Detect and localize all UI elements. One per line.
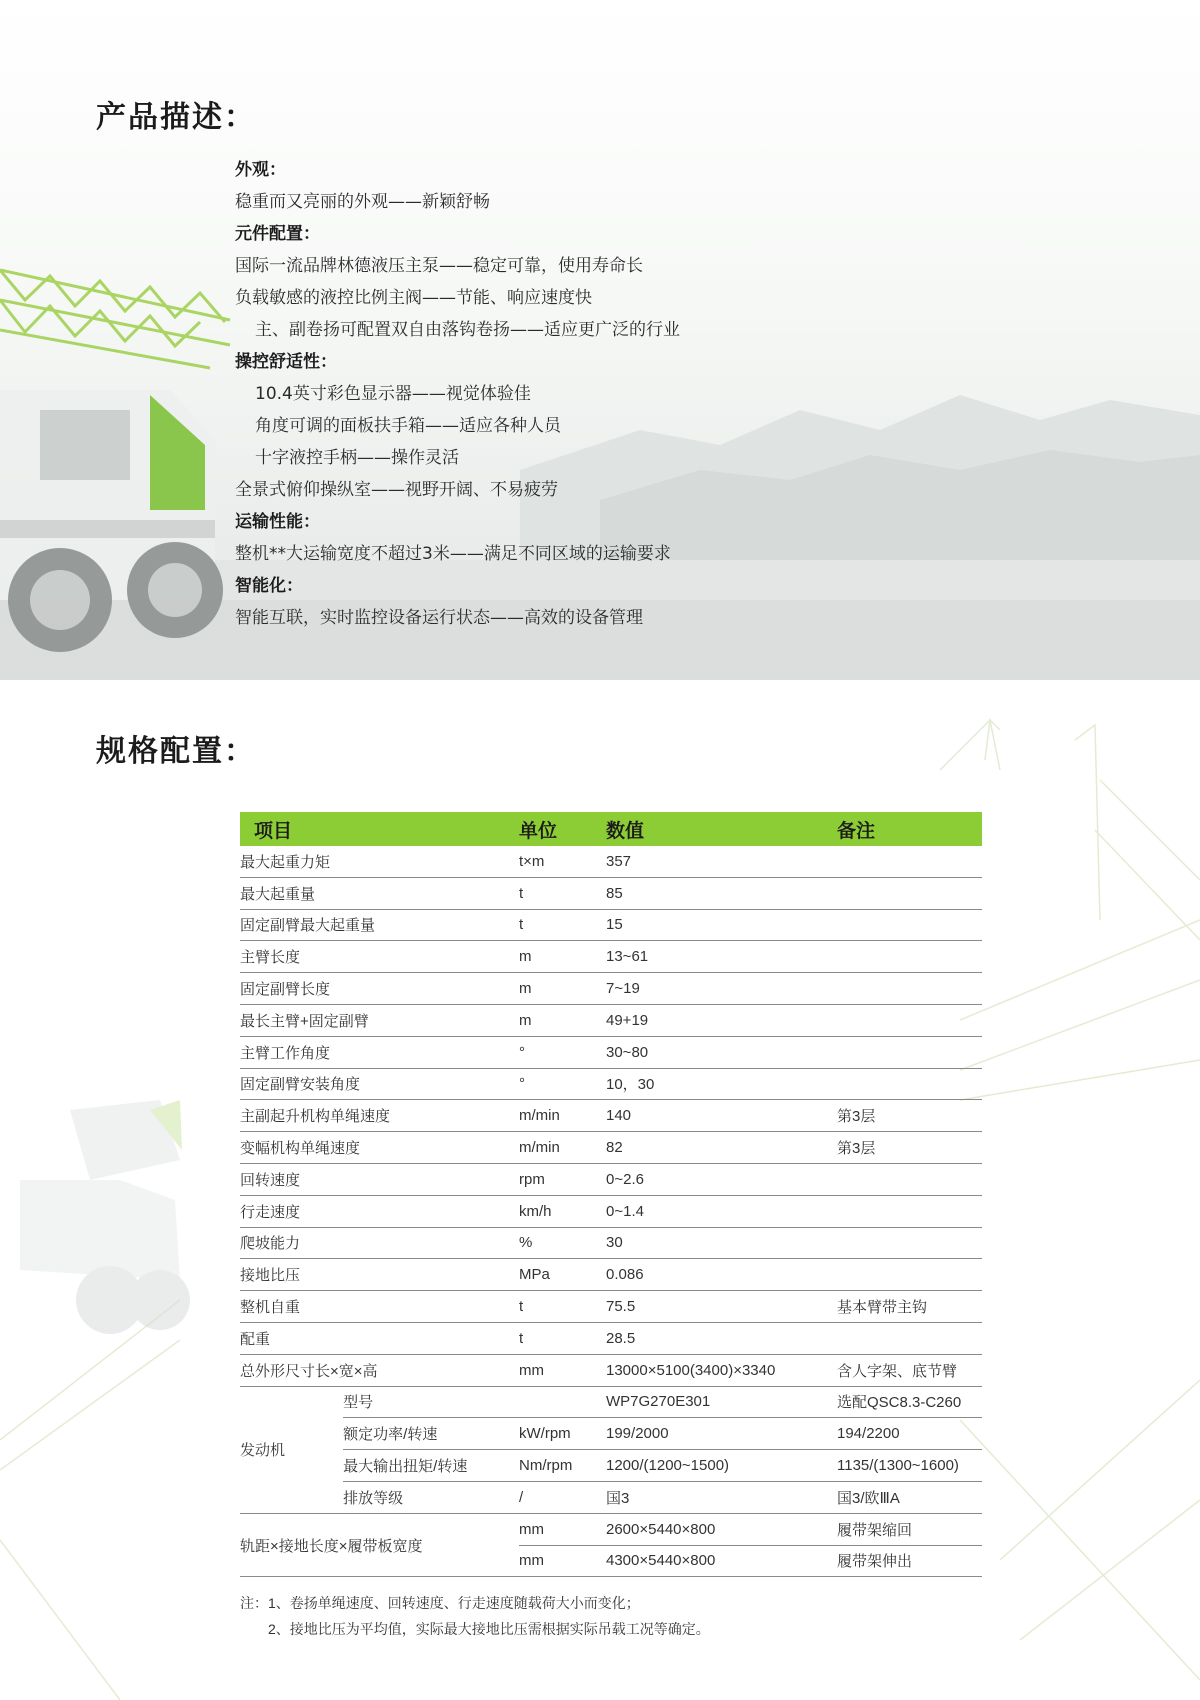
- row-item: 固定副臂最大起重量: [240, 910, 519, 942]
- table-row: [240, 1259, 982, 1291]
- engine-row: [240, 1450, 982, 1482]
- desc-heading-transport: 运输性能：: [235, 512, 320, 532]
- row-note: [837, 1323, 982, 1355]
- row-unit: m: [519, 941, 606, 973]
- row-item: 主臂工作角度: [240, 1037, 519, 1069]
- row-value: 49+19: [606, 1005, 837, 1037]
- desc-heading-appearance: 外观：: [235, 160, 286, 180]
- desc-line: 主、副卷扬可配置双自由落钩卷扬——适应更广泛的行业: [255, 320, 680, 340]
- table-row: [240, 1228, 982, 1260]
- table-row: [240, 910, 982, 942]
- table-header-row: [240, 812, 982, 846]
- row-unit: t×m: [519, 846, 606, 878]
- track-value: 2600×5440×800: [606, 1514, 837, 1546]
- table-row: [240, 1164, 982, 1196]
- row-unit: t: [519, 1323, 606, 1355]
- header-value: 数值: [606, 812, 837, 846]
- table-row: [240, 1132, 982, 1164]
- row-item: 接地比压: [240, 1259, 519, 1291]
- row-item: 变幅机构单绳速度: [240, 1132, 519, 1164]
- row-item: 主副起升机构单绳速度: [240, 1100, 519, 1132]
- row-value: 10，30: [606, 1069, 837, 1101]
- footnote-2: 2、接地比压为平均值，实际最大接地比压需根据实际吊载工况等确定。: [268, 1621, 710, 1637]
- table-row: [240, 1069, 982, 1101]
- row-value: 28.5: [606, 1323, 837, 1355]
- table-row: [240, 973, 982, 1005]
- product-description-title: 产品描述：: [96, 100, 256, 135]
- track-unit: mm: [519, 1546, 606, 1578]
- desc-heading-intelligence: 智能化：: [235, 576, 303, 596]
- row-value: 0~2.6: [606, 1164, 837, 1196]
- row-unit: mm: [519, 1355, 606, 1387]
- track-unit: mm: [519, 1514, 606, 1546]
- engine-sub-item: 最大输出扭矩/转速: [343, 1450, 519, 1482]
- engine-note: 国3/欧ⅢA: [837, 1482, 982, 1514]
- row-note: [837, 1228, 982, 1260]
- table-row: [240, 1005, 982, 1037]
- desc-line: 10.4英寸彩色显示器——视觉体验佳: [255, 384, 531, 404]
- row-item: 主臂长度: [240, 941, 519, 973]
- engine-unit: Nm/rpm: [519, 1450, 606, 1482]
- engine-row: [240, 1387, 982, 1419]
- engine-value: WP7G270E301: [606, 1387, 837, 1419]
- row-value: 7~19: [606, 973, 837, 1005]
- row-value: 30: [606, 1228, 837, 1260]
- row-value: 75.5: [606, 1291, 837, 1323]
- row-value: 357: [606, 846, 837, 878]
- row-item: 最长主臂+固定副臂: [240, 1005, 519, 1037]
- engine-unit: kW/rpm: [519, 1418, 606, 1450]
- engine-row: [240, 1482, 982, 1514]
- table-row: [240, 1196, 982, 1228]
- row-unit: °: [519, 1037, 606, 1069]
- engine-sub-item: 排放等级: [343, 1482, 519, 1514]
- row-note: 基本臂带主钩: [837, 1291, 982, 1323]
- row-item: 总外形尺寸长×宽×高: [240, 1355, 519, 1387]
- row-value: 85: [606, 878, 837, 910]
- row-note: [837, 846, 982, 878]
- engine-unit: /: [519, 1482, 606, 1514]
- table-row: [240, 878, 982, 910]
- row-value: 13000×5100(3400)×3340: [606, 1355, 837, 1387]
- row-item: 固定副臂长度: [240, 973, 519, 1005]
- row-value: 30~80: [606, 1037, 837, 1069]
- desc-heading-comfort: 操控舒适性：: [235, 352, 337, 372]
- row-unit: m/min: [519, 1132, 606, 1164]
- specifications-title: 规格配置：: [96, 734, 256, 769]
- row-unit: t: [519, 910, 606, 942]
- desc-line: 角度可调的面板扶手箱——适应各种人员: [255, 416, 561, 436]
- row-note: [837, 1037, 982, 1069]
- footnote-1: 注：1、卷扬单绳速度、回转速度、行走速度随载荷大小而变化；: [240, 1595, 640, 1611]
- table-row: [240, 1291, 982, 1323]
- desc-line: 全景式俯仰操纵室——视野开阔、不易疲劳: [235, 480, 558, 500]
- row-value: 82: [606, 1132, 837, 1164]
- track-note: 履带架伸出: [837, 1546, 982, 1578]
- row-unit: m: [519, 973, 606, 1005]
- engine-value: 国3: [606, 1482, 837, 1514]
- desc-line: 智能互联，实时监控设备运行状态——高效的设备管理: [235, 608, 643, 628]
- row-note: [837, 941, 982, 973]
- header-unit: 单位: [519, 812, 606, 846]
- row-note: [837, 1069, 982, 1101]
- table-row: [240, 1100, 982, 1132]
- engine-sub-item: 型号: [343, 1387, 519, 1419]
- row-item: 爬坡能力: [240, 1228, 519, 1260]
- row-item: 最大起重量: [240, 878, 519, 910]
- engine-unit: [519, 1387, 606, 1419]
- engine-note: 1135/(1300~1600): [837, 1450, 982, 1482]
- engine-sub-item: 额定功率/转速: [343, 1418, 519, 1450]
- engine-value: 1200/(1200~1500): [606, 1450, 837, 1482]
- row-value: 15: [606, 910, 837, 942]
- header-note: 备注: [837, 812, 982, 846]
- row-note: [837, 1259, 982, 1291]
- row-item: 最大起重力矩: [240, 846, 519, 878]
- row-item: 整机自重: [240, 1291, 519, 1323]
- table-row: [240, 1355, 982, 1387]
- row-value: 0~1.4: [606, 1196, 837, 1228]
- product-description-list: [235, 154, 935, 634]
- table-row: [240, 941, 982, 973]
- row-note: [837, 910, 982, 942]
- row-unit: °: [519, 1069, 606, 1101]
- row-note: [837, 1196, 982, 1228]
- product-description-section: [0, 0, 1200, 680]
- engine-value: 199/2000: [606, 1418, 837, 1450]
- header-item: 项目: [240, 812, 519, 846]
- row-note: 第3层: [837, 1132, 982, 1164]
- row-item: 配重: [240, 1323, 519, 1355]
- row-unit: rpm: [519, 1164, 606, 1196]
- row-note: [837, 878, 982, 910]
- specifications-table: [240, 812, 982, 1577]
- row-unit: m: [519, 1005, 606, 1037]
- row-note: [837, 1164, 982, 1196]
- row-note: [837, 973, 982, 1005]
- desc-line: 整机**大运输宽度不超过3米——满足不同区域的运输要求: [235, 544, 671, 564]
- engine-label: 发动机: [240, 1387, 343, 1514]
- desc-line: 国际一流品牌林德液压主泵——稳定可靠，使用寿命长: [235, 256, 643, 276]
- engine-row: [240, 1418, 982, 1450]
- desc-line: 负载敏感的液控比例主阀——节能、响应速度快: [235, 288, 592, 308]
- engine-note: 194/2200: [837, 1418, 982, 1450]
- table-row: [240, 846, 982, 878]
- row-item: 回转速度: [240, 1164, 519, 1196]
- row-unit: m/min: [519, 1100, 606, 1132]
- desc-line: 十字液控手柄——操作灵活: [255, 448, 459, 468]
- desc-heading-components: 元件配置：: [235, 224, 320, 244]
- row-unit: MPa: [519, 1259, 606, 1291]
- table-footnotes: [240, 1590, 710, 1642]
- table-row: [240, 1037, 982, 1069]
- row-item: 行走速度: [240, 1196, 519, 1228]
- row-note: 第3层: [837, 1100, 982, 1132]
- track-note: 履带架缩回: [837, 1514, 982, 1546]
- track-row: [240, 1514, 982, 1546]
- row-unit: t: [519, 878, 606, 910]
- row-note: [837, 1005, 982, 1037]
- row-item: 固定副臂安装角度: [240, 1069, 519, 1101]
- row-value: 0.086: [606, 1259, 837, 1291]
- track-label: 轨距×接地长度×履带板宽度: [240, 1514, 519, 1578]
- desc-line: 稳重而又亮丽的外观——新颖舒畅: [235, 192, 490, 212]
- row-unit: km/h: [519, 1196, 606, 1228]
- row-value: 13~61: [606, 941, 837, 973]
- row-note: 含人字架、底节臂: [837, 1355, 982, 1387]
- engine-note: 选配QSC8.3-C260: [837, 1387, 982, 1419]
- row-unit: %: [519, 1228, 606, 1260]
- row-value: 140: [606, 1100, 837, 1132]
- track-value: 4300×5440×800: [606, 1546, 837, 1578]
- table-row: [240, 1323, 982, 1355]
- row-unit: t: [519, 1291, 606, 1323]
